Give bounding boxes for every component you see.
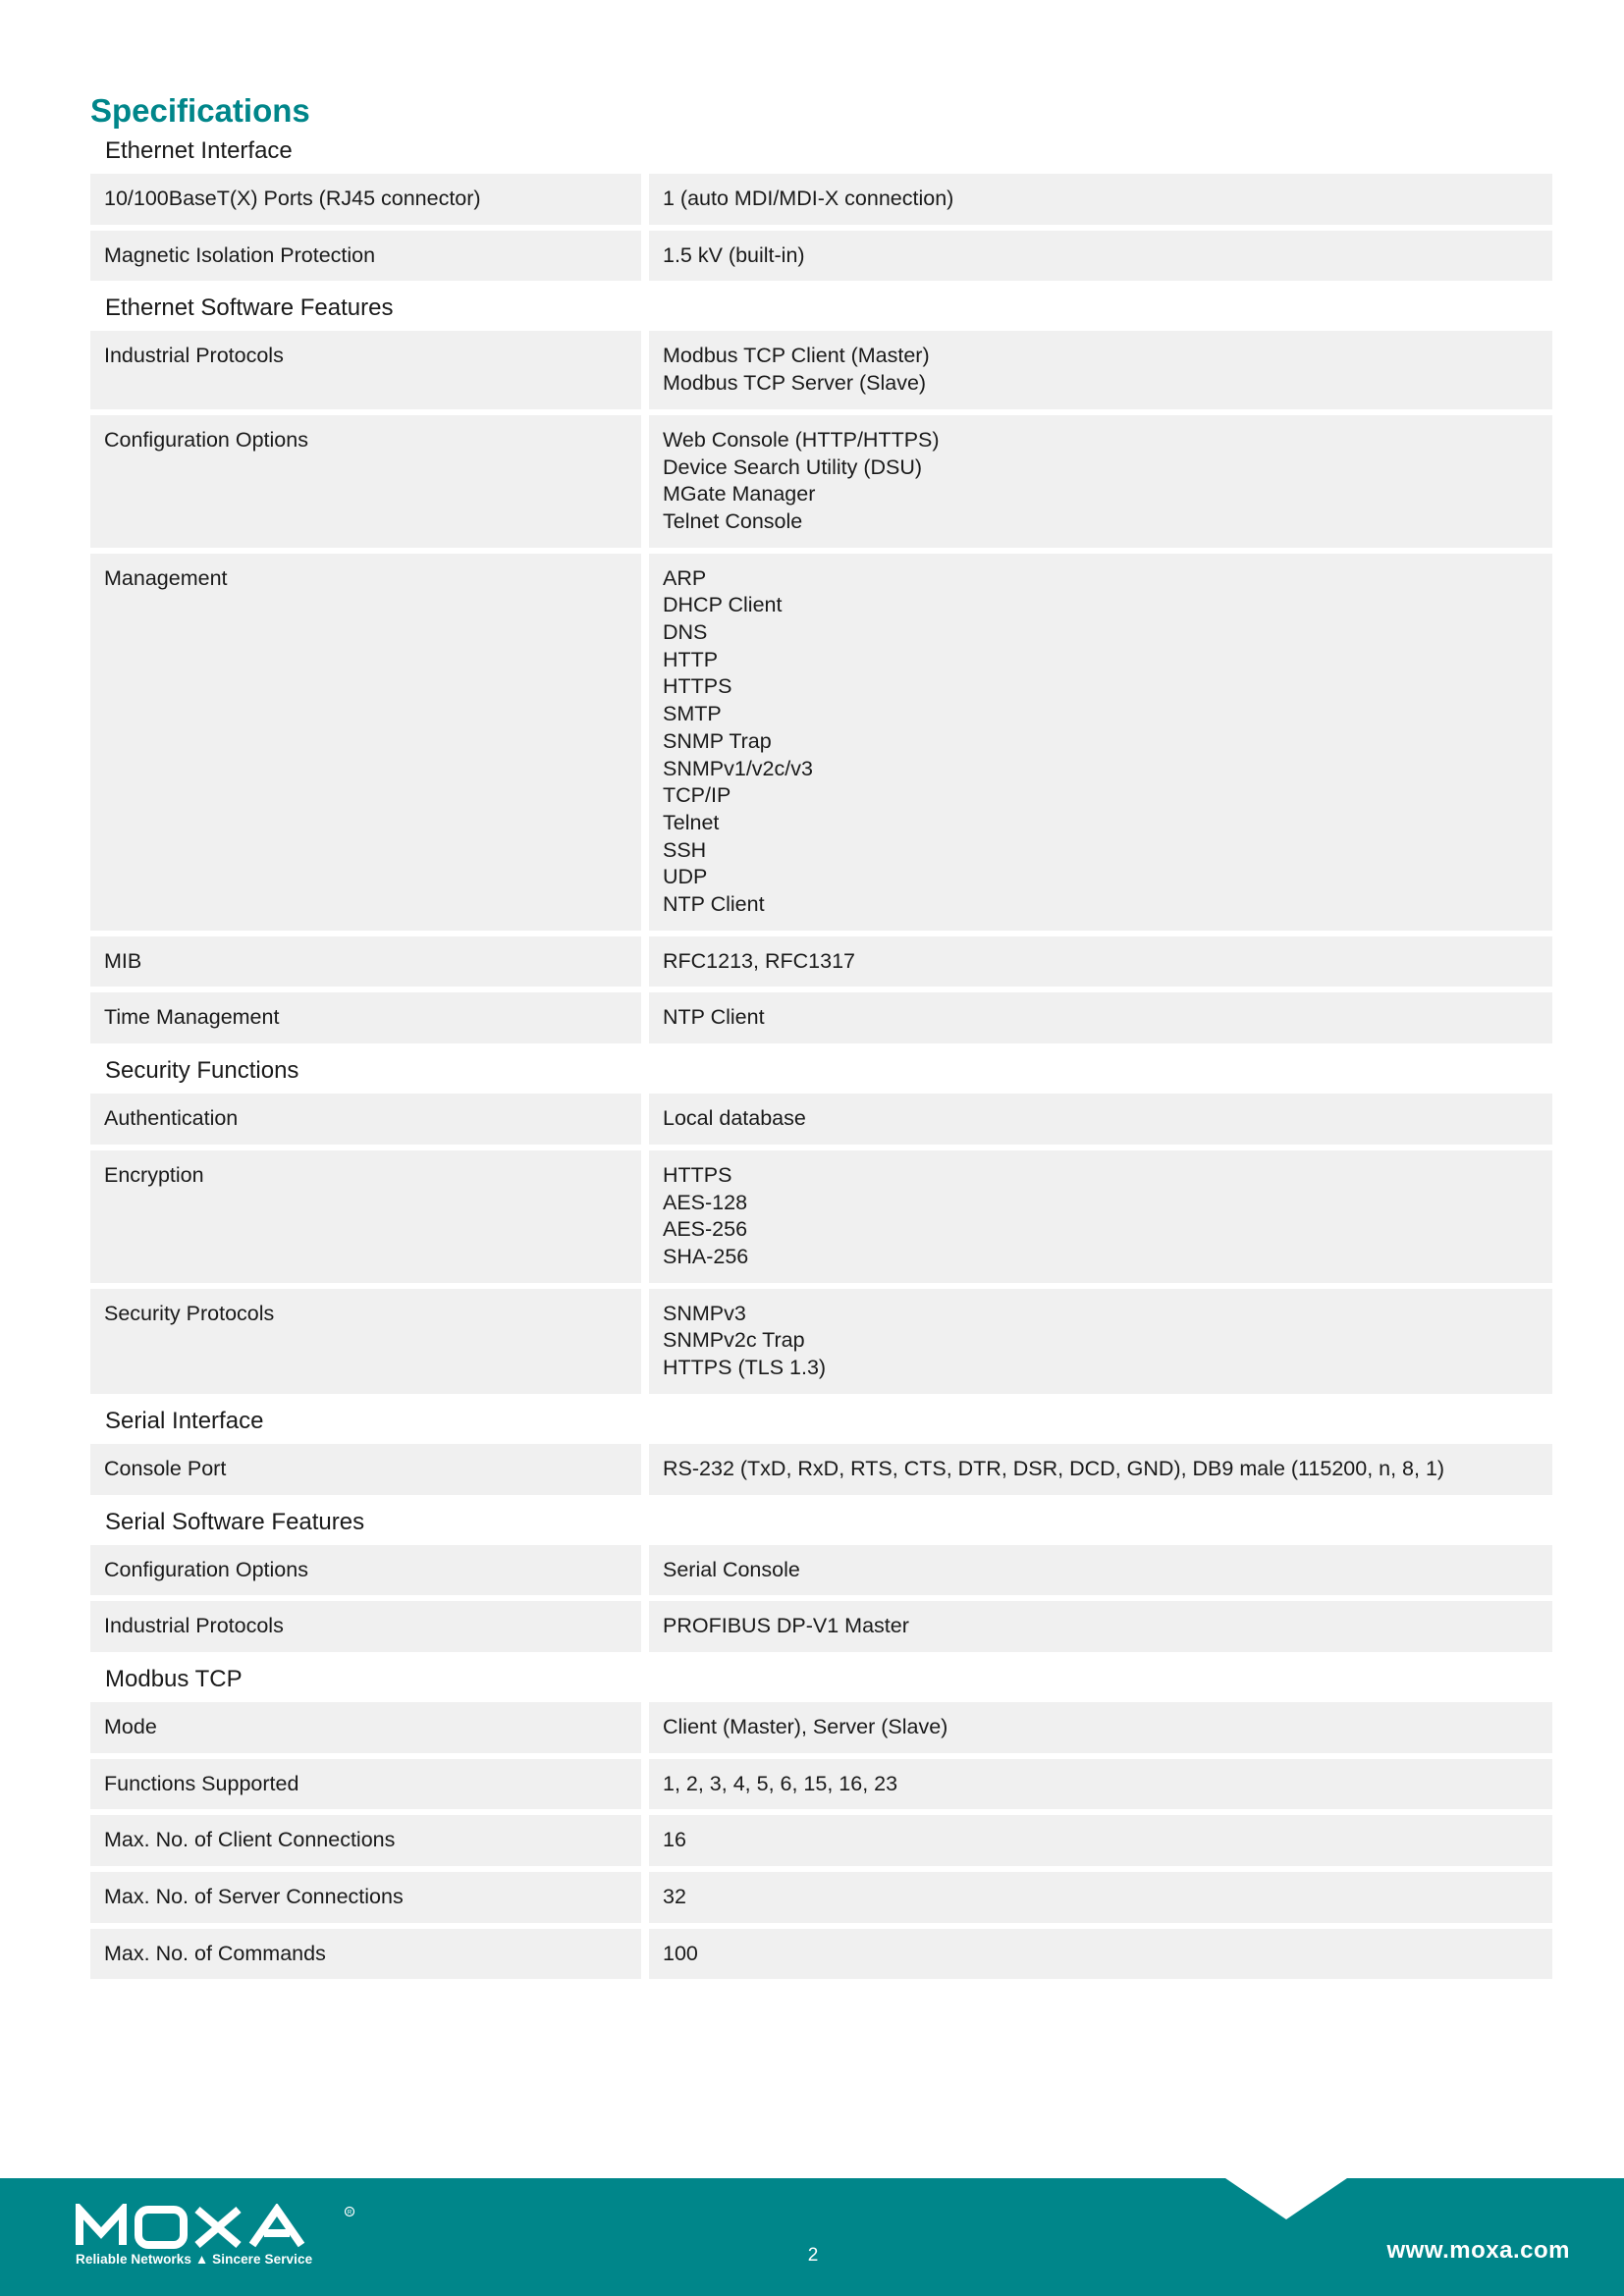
spec-row — [90, 1702, 1552, 1753]
spec-value — [649, 1444, 1552, 1495]
spec-label: Functions Supported — [90, 1759, 641, 1810]
spec-value-line: SNMPv1/v2c/v3 — [663, 756, 813, 780]
spec-value — [649, 1872, 1552, 1923]
spec-label: Authentication — [90, 1094, 641, 1145]
spec-label: Mode — [90, 1702, 641, 1753]
spec-label: Configuration Options — [90, 1545, 641, 1596]
spec-label: Max. No. of Commands — [90, 1929, 641, 1980]
spec-label: Max. No. of Client Connections — [90, 1815, 641, 1866]
spec-value-line: Device Search Utility (DSU) — [663, 454, 923, 479]
spec-value-line: 100 — [663, 1941, 698, 1965]
spec-value-line: SSH — [663, 837, 707, 862]
spec-value — [649, 992, 1552, 1043]
spec-value — [649, 1929, 1552, 1980]
spec-label: Configuration Options — [90, 415, 641, 548]
spec-label: Time Management — [90, 992, 641, 1043]
spec-value-line: NTP Client — [663, 892, 765, 917]
section-heading: Serial Software Features — [105, 1508, 365, 1535]
moxa-logo — [76, 2204, 360, 2272]
spec-value — [649, 936, 1552, 988]
spec-value — [649, 1815, 1552, 1866]
spec-content — [90, 90, 1552, 1985]
spec-value-line: AES-256 — [663, 1217, 748, 1242]
section-heading: Modbus TCP — [105, 1665, 243, 1692]
spec-row — [90, 936, 1552, 988]
spec-value-line: 1 (auto MDI/MDI-X connection) — [663, 187, 954, 210]
spec-value-line: Modbus TCP Client (Master) — [663, 344, 930, 368]
spec-value — [649, 415, 1552, 548]
spec-label: Management — [90, 554, 641, 931]
spec-row — [90, 231, 1552, 282]
spec-value-line: DNS — [663, 620, 708, 645]
spec-value — [649, 1545, 1552, 1596]
spec-value — [649, 1289, 1552, 1394]
spec-value — [649, 1150, 1552, 1283]
spec-value-line: UDP — [663, 865, 708, 889]
spec-value — [649, 1759, 1552, 1810]
spec-value-line: Telnet Console — [663, 508, 803, 533]
spec-label: 10/100BaseT(X) Ports (RJ45 connector) — [90, 174, 641, 225]
spec-value-line: Local database — [663, 1106, 806, 1131]
spec-value-line: 32 — [663, 1885, 686, 1909]
spec-row — [90, 992, 1552, 1043]
spec-value — [649, 1094, 1552, 1145]
spec-value — [649, 554, 1552, 931]
spec-label: Encryption — [90, 1150, 641, 1283]
spec-row — [90, 1289, 1552, 1394]
page-footer — [0, 2178, 1624, 2296]
spec-row — [90, 554, 1552, 931]
footer-notch-decoration — [1225, 2178, 1347, 2219]
spec-value — [649, 331, 1552, 408]
spec-label: MIB — [90, 936, 641, 988]
spec-row — [90, 331, 1552, 408]
spec-row — [90, 1872, 1552, 1923]
spec-row — [90, 1601, 1552, 1652]
spec-sections — [90, 133, 1552, 1979]
spec-value-line: HTTPS — [663, 674, 732, 699]
spec-row — [90, 1150, 1552, 1283]
spec-value-line: HTTP — [663, 647, 719, 671]
spec-value — [649, 231, 1552, 282]
spec-label: Console Port — [90, 1444, 641, 1495]
spec-value — [649, 174, 1552, 225]
spec-value-line: 16 — [663, 1828, 686, 1852]
spec-value-line: HTTPS (TLS 1.3) — [663, 1356, 827, 1380]
logo-tagline: Reliable Networks ▲ Sincere Service — [76, 2252, 313, 2267]
spec-row — [90, 1929, 1552, 1980]
spec-value-line: SNMPv3 — [663, 1301, 746, 1325]
spec-value-line: RFC1213, RFC1317 — [663, 948, 855, 973]
spec-value-line: ARP — [663, 565, 707, 590]
footer-website-link[interactable]: www.moxa.com — [1386, 2237, 1570, 2264]
spec-value-line: RS-232 (TxD, RxD, RTS, CTS, DTR, DSR, DCD, GND), DB9 male (115200, n, 8, 1) — [663, 1456, 1445, 1480]
spec-value — [649, 1702, 1552, 1753]
spec-value-line: 1.5 kV (built-in) — [663, 242, 805, 267]
spec-label: Industrial Protocols — [90, 1601, 641, 1652]
spec-value — [649, 1601, 1552, 1652]
spec-row — [90, 1444, 1552, 1495]
spec-label: Max. No. of Server Connections — [90, 1872, 641, 1923]
spec-value-line: SNMPv2c Trap — [663, 1328, 805, 1353]
section-heading: Security Functions — [105, 1057, 299, 1085]
spec-value-line: NTP Client — [663, 1005, 765, 1030]
spec-row — [90, 174, 1552, 225]
spec-value-line: Web Console (HTTP/HTTPS) — [663, 427, 940, 452]
section-heading: Serial Interface — [105, 1407, 264, 1434]
spec-row — [90, 415, 1552, 548]
spec-value-line: TCP/IP — [663, 783, 731, 808]
section-heading: Ethernet Interface — [105, 137, 293, 164]
spec-value-line: Serial Console — [663, 1557, 800, 1581]
spec-value-line: SMTP — [663, 702, 722, 726]
spec-label: Security Protocols — [90, 1289, 641, 1394]
spec-row — [90, 1094, 1552, 1145]
spec-value-line: PROFIBUS DP-V1 Master — [663, 1614, 909, 1638]
spec-value-line: AES-128 — [663, 1190, 748, 1214]
spec-value-line: Modbus TCP Server (Slave) — [663, 371, 927, 396]
page-number: 2 — [807, 2245, 819, 2266]
spec-row — [90, 1815, 1552, 1866]
spec-value-line: 1, 2, 3, 4, 5, 6, 15, 16, 23 — [663, 1771, 898, 1795]
page-title: Specifications — [90, 92, 310, 129]
spec-value-line: MGate Manager — [663, 482, 816, 507]
moxa-logo-icon — [76, 2204, 360, 2249]
spec-value-line: DHCP Client — [663, 593, 783, 617]
spec-value-line: SHA-256 — [663, 1244, 749, 1268]
spec-label: Industrial Protocols — [90, 331, 641, 408]
spec-row — [90, 1759, 1552, 1810]
section-heading: Ethernet Software Features — [105, 294, 394, 322]
spec-value-line: HTTPS — [663, 1162, 732, 1187]
spec-row — [90, 1545, 1552, 1596]
spec-value-line: Telnet — [663, 810, 720, 834]
spec-value-line: Client (Master), Server (Slave) — [663, 1714, 948, 1738]
spec-value-line: SNMP Trap — [663, 728, 772, 753]
svg-text:R: R — [347, 2210, 352, 2216]
spec-label: Magnetic Isolation Protection — [90, 231, 641, 282]
